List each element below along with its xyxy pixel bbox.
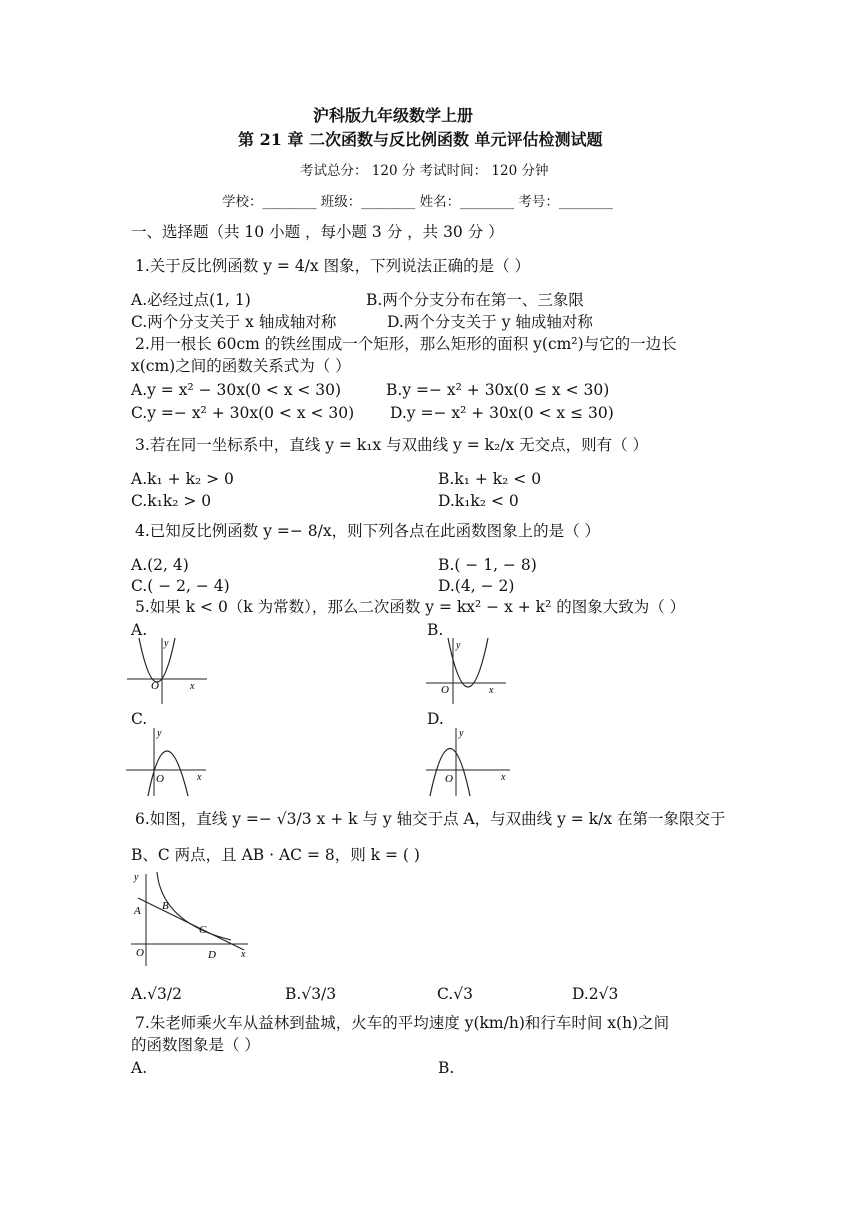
question-3-stem: 3.若在同一坐标系中，直线 y = k₁x 与双曲线 y = k₂/x 无交点，则有（ ）	[135, 436, 649, 454]
q6-y-label: y	[134, 872, 139, 883]
question-2-stem-2: x(cm)之间的函数关系式为（ ）	[131, 357, 351, 375]
question-6-figure	[126, 868, 256, 968]
question-7-option-a: A.	[131, 1059, 148, 1077]
question-1-stem: 1.关于反比例函数 y = 4/x 图象，下列说法正确的是（ ）	[135, 257, 530, 275]
question-4-option-b: B.( − 1, − 8)	[438, 556, 537, 574]
graph-b-origin-label: O	[441, 684, 449, 696]
question-6-option-d: D.2√3	[572, 985, 619, 1003]
graph-b-y-label: y	[456, 640, 461, 651]
q6-point-d-label: D	[208, 949, 216, 961]
graph-c-x-label: x	[197, 772, 202, 783]
question-5-option-b: B.	[427, 621, 444, 639]
question-2-option-c: C.y =− x² + 30x(0 < x < 30)	[131, 404, 355, 422]
question-1-option-d: D.两个分支关于 y 轴成轴对称	[387, 313, 593, 331]
graph-a-x-label: x	[190, 681, 195, 692]
q6-origin-label: O	[136, 947, 144, 959]
graph-d-x-label: x	[501, 772, 506, 783]
question-5-stem: 5.如果 k < 0（k 为常数），那么二次函数 y = kx² − x + k² 的图象大致为（ ）	[135, 598, 686, 616]
question-6-stem-1: 6.如图，直线 y =− √3/3 x + k 与 y 轴交于点 A，与双曲线 y = k/x 在第一象限交于	[135, 810, 726, 828]
question-2-stem-1: 2.用一根长 60cm 的铁丝围成一个矩形，那么矩形的面积 y(cm²)与它的一边长	[135, 335, 677, 353]
question-4-stem: 4.已知反比例函数 y =− 8/x，则下列各点在此函数图象上的是（ ）	[135, 522, 601, 540]
question-6-option-a: A.√3/2	[131, 985, 182, 1003]
graph-b-x-label: x	[489, 685, 494, 696]
question-6-option-b: B.√3/3	[285, 985, 337, 1003]
q6-x-label: x	[241, 949, 246, 960]
graph-d-origin-label: O	[445, 773, 453, 785]
question-1-option-a: A.必经过点(1, 1)	[131, 291, 251, 309]
graph-option-c	[126, 726, 216, 798]
question-1-option-b: B.两个分支分布在第一、三象限	[366, 291, 584, 309]
exam-info: 考试总分： 120 分 考试时间： 120 分钟	[300, 163, 549, 179]
question-6-stem-2: B、C 两点，且 AB · AC = 8，则 k = ( )	[131, 846, 420, 864]
question-2-option-b: B.y =− x² + 30x(0 ≤ x < 30)	[386, 381, 610, 399]
graph-a-y-label: y	[164, 638, 169, 649]
q6-point-a-label: A	[134, 905, 141, 917]
question-3-option-c: C.k₁k₂ > 0	[131, 492, 212, 510]
graph-option-b	[426, 636, 516, 706]
section-heading: 一、选择题（共 10 小题 ，每小题 3 分 ，共 30 分 ）	[131, 223, 504, 241]
title-line-1: 沪科版九年级数学上册	[313, 106, 474, 125]
question-4-option-d: D.(4, − 2)	[438, 577, 515, 595]
question-7-stem-2: 的函数图象是（ ）	[131, 1036, 260, 1054]
graph-c-origin-label: O	[156, 773, 164, 785]
question-4-option-a: A.(2, 4)	[131, 556, 189, 574]
question-5-option-c: C.	[131, 710, 148, 728]
question-2-option-d: D.y =− x² + 30x(0 < x ≤ 30)	[390, 404, 614, 422]
question-4-option-c: C.( − 2, − 4)	[131, 577, 230, 595]
q6-point-b-label: B	[162, 900, 169, 912]
title-line-2: 第 21 章 二次函数与反比例函数 单元评估检测试题	[238, 130, 603, 149]
question-1-option-c: C.两个分支关于 x 轴成轴对称	[131, 313, 337, 331]
question-6-option-c: C.√3	[437, 985, 473, 1003]
question-7-option-b: B.	[438, 1059, 455, 1077]
graph-option-d	[426, 726, 516, 798]
question-2-option-a: A.y = x² − 30x(0 < x < 30)	[131, 381, 342, 399]
question-3-option-a: A.k₁ + k₂ > 0	[131, 470, 234, 488]
student-info: 学校：________ 班级：________ 姓名：________ 考号：________	[222, 194, 613, 210]
graph-c-y-label: y	[157, 728, 162, 739]
question-7-stem-1: 7.朱老师乘火车从益林到盐城，火车的平均速度 y(km/h)和行车时间 x(h)之间	[135, 1014, 670, 1032]
graph-a-origin-label: O	[151, 680, 159, 692]
question-3-option-d: D.k₁k₂ < 0	[438, 492, 519, 510]
question-3-option-b: B.k₁ + k₂ < 0	[438, 470, 542, 488]
question-5-option-d: D.	[427, 710, 444, 728]
question-5-option-a: A.	[131, 621, 148, 639]
q6-point-c-label: C	[199, 924, 207, 936]
graph-option-a	[127, 636, 217, 706]
graph-d-y-label: y	[459, 728, 464, 739]
